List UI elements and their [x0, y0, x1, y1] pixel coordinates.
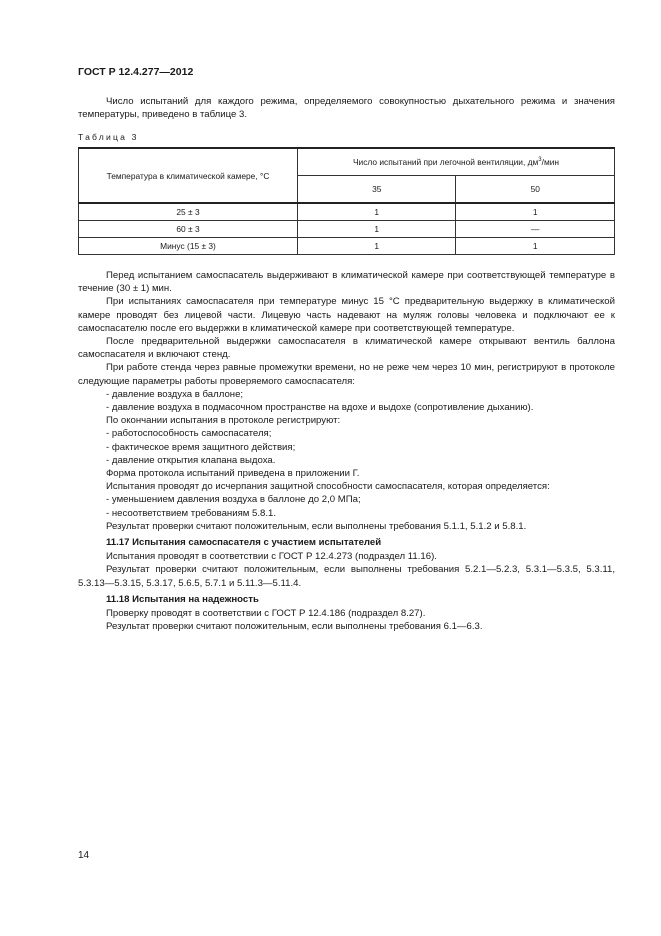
intro-text: Число испытаний для каждого режима, определяемого совокупностью дыхательного режима и значения температуры, приведено в таблице 3. — [78, 96, 615, 121]
cell-35: 1 — [298, 238, 456, 255]
list-item: - давление открытия клапана выдоха. — [78, 454, 615, 467]
cell-35: 1 — [298, 221, 456, 238]
group-header-sup: 3 — [538, 157, 542, 164]
table-caption: Таблица 3 — [78, 132, 139, 142]
cell-35: 1 — [298, 203, 456, 221]
column-header-group — [298, 148, 615, 176]
table-row — [79, 221, 615, 238]
cell-temperature: Минус (15 ± 3) — [79, 238, 298, 255]
paragraph-4: При работе стенда через равные промежутки времени, но не реже чем через 10 мин, регистрируют в протоколе следующие параметры работы проверяемого самоспасателя: — [78, 362, 615, 387]
intro-paragraph — [78, 95, 615, 121]
paragraph-10: Результат проверки считают положительным, если выполнены требования 5.2.1—5.2.3, 5.3.1—5.3.5, 5.3.11, 5.3.13—5.3.15, 5.3.17, 5.6.5, 5.7.1 и 5.11.3—5.11.4. — [78, 564, 615, 589]
cell-50: 1 — [456, 203, 615, 221]
document-header: ГОСТ Р 12.4.277—2012 — [78, 66, 194, 78]
group-header-suffix: /мин — [541, 157, 560, 167]
paragraph-7: Испытания проводят до исчерпания защитной способности самоспасателя, которая определяется: — [106, 481, 550, 493]
cell-50: 1 — [456, 238, 615, 255]
section-title-11-18: 11.18 Испытания на надежность — [106, 593, 259, 605]
column-header-temperature: Температура в климатической камере, °С — [79, 148, 298, 203]
cell-temperature: 60 ± 3 — [79, 221, 298, 238]
list-item: - давление воздуха в подмасочном пространстве на вдохе и выдохе (сопротивление дыханию). — [78, 401, 615, 414]
table-row — [79, 238, 615, 255]
paragraph-12: Результат проверки считают положительным, если выполнены требования 6.1—6.3. — [106, 621, 483, 633]
list-item: - уменьшением давления воздуха в баллоне до 2,0 МПа; — [78, 493, 615, 506]
paragraph-6: Форма протокола испытаний приведена в приложении Г. — [106, 468, 360, 480]
paragraph-8: Результат проверки считают положительным, если выполнены требования 5.1.1, 5.1.2 и 5.8.1. — [106, 520, 527, 532]
test-count-table — [78, 147, 615, 255]
paragraph-11: Проверку проводят в соответствии с ГОСТ Р 12.4.186 (подраздел 8.27). — [106, 608, 426, 620]
page-number: 14 — [78, 850, 90, 861]
cell-temperature: 25 ± 3 — [79, 203, 298, 221]
list-item: - работоспособность самоспасателя; — [78, 427, 615, 440]
paragraph-9: Испытания проводят в соответствии с ГОСТ Р 12.4.273 (подраздел 11.16). — [106, 551, 437, 563]
paragraph-2: При испытаниях самоспасателя при температуре минус 15 °С предварительную выдержку в климатической камере проводят без лицевой части. Лицевую часть надевают на муляж головы человека и подключают ее к самоспасателю после его выдержки в климатической камере при соответствующей температуре. — [78, 296, 615, 334]
list-item: - фактическое время защитного действия; — [78, 441, 615, 454]
body-text — [78, 269, 615, 633]
list-item: - давление воздуха в баллоне; — [78, 388, 615, 401]
cell-50: — — [456, 221, 615, 238]
subcolumn-header-35: 35 — [298, 176, 456, 204]
list-item: - несоответствием требованиям 5.8.1. — [78, 507, 615, 520]
subcolumn-header-50: 50 — [456, 176, 615, 204]
paragraph-5: По окончании испытания в протоколе регистрируют: — [106, 415, 341, 427]
group-header-prefix: Число испытаний при легочной вентиляции, дм — [352, 157, 539, 167]
paragraph-1: Перед испытанием самоспасатель выдерживают в климатической камере при соответствующей температуре в течение (30 ± 1) мин. — [78, 270, 615, 295]
table-row — [79, 203, 615, 221]
section-title-11-17: 11.17 Испытания самоспасателя с участием испытателей — [106, 537, 382, 549]
paragraph-3: После предварительной выдержки самоспасателя в климатической камере открывают вентиль баллона самоспасателя и включают стенд. — [78, 336, 615, 361]
